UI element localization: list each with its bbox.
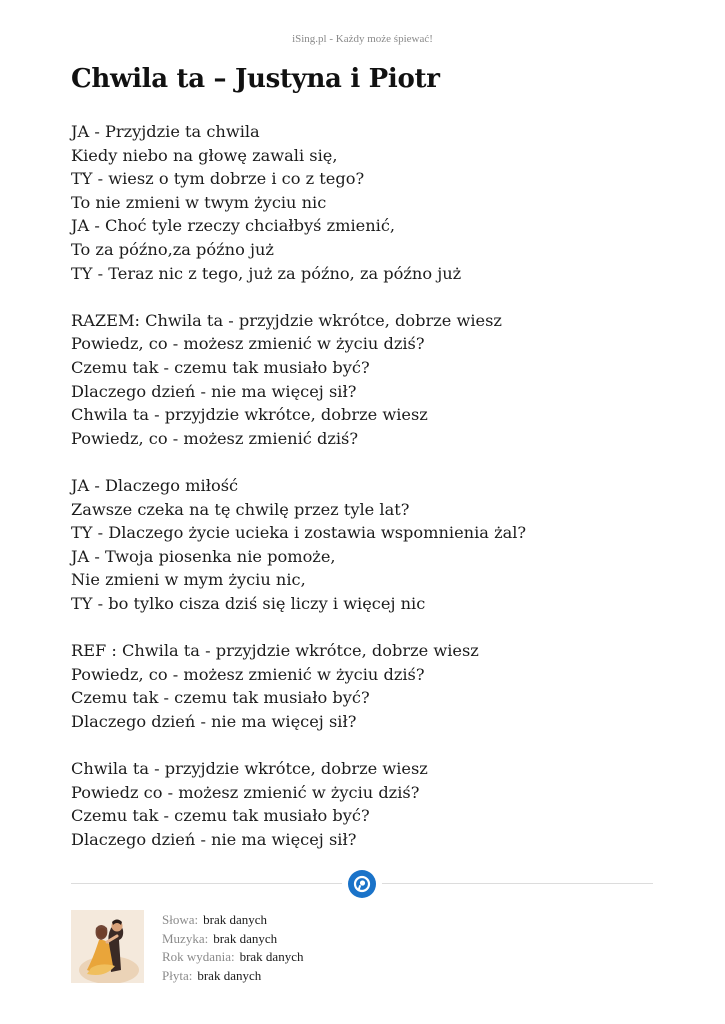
lyric-line: JA - Twoja piosenka nie pomoże, bbox=[71, 546, 336, 566]
lyric-line: TY - Teraz nic z tego, już za późno, za późno już bbox=[71, 263, 462, 283]
meta-row-music bbox=[162, 930, 303, 949]
meta-value: brak danych bbox=[197, 967, 262, 983]
lyric-line: Dlaczego dzień - nie ma więcej sił? bbox=[71, 381, 357, 401]
lyric-line: Dlaczego dzień - nie ma więcej sił? bbox=[71, 829, 357, 849]
ising-logo-icon[interactable] bbox=[348, 870, 376, 898]
lyric-line: JA - Dlaczego miłość bbox=[71, 475, 239, 495]
lyric-line: Chwila ta - przyjdzie wkrótce, dobrze wiesz bbox=[71, 759, 428, 779]
lyric-line: To nie zmieni w twym życiu nic bbox=[71, 192, 327, 212]
meta-row-lyrics bbox=[162, 911, 303, 930]
meta-row-year bbox=[162, 948, 303, 967]
meta-label: Rok wydania: bbox=[162, 949, 235, 965]
lyric-line: Zawsze czeka na tę chwilę przez tyle lat? bbox=[71, 499, 410, 519]
lyric-line: TY - Dlaczego życie ucieka i zostawia wspomnienia żal? bbox=[71, 523, 527, 543]
lyric-line: Powiedz co - możesz zmienić w życiu dziś? bbox=[71, 782, 420, 802]
lyric-line: Czemu tak - czemu tak musiało być? bbox=[71, 688, 370, 708]
lyric-line: JA - Choć tyle rzeczy chciałbyś zmienić, bbox=[71, 216, 396, 236]
lyric-line: REF : Chwila ta - przyjdzie wkrótce, dobrze wiesz bbox=[71, 641, 479, 661]
lyric-line: To za późno,za późno już bbox=[71, 239, 274, 259]
stanza bbox=[71, 120, 671, 285]
lyric-line: Powiedz, co - możesz zmienić w życiu dziś? bbox=[71, 664, 425, 684]
album-thumbnail bbox=[71, 910, 144, 983]
lyric-line: Powiedz, co - możesz zmienić w życiu dziś? bbox=[71, 334, 425, 354]
lyric-line: Czemu tak - czemu tak musiało być? bbox=[71, 806, 370, 826]
meta-value: brak danych bbox=[239, 949, 304, 965]
meta-label: Słowa: bbox=[162, 912, 199, 927]
lyric-line: Nie zmieni w mym życiu nic, bbox=[71, 570, 306, 590]
meta-row-album bbox=[162, 967, 303, 986]
stanza bbox=[71, 639, 671, 733]
stanza bbox=[71, 474, 671, 616]
song-title: Chwila ta – Justyna i Piotr bbox=[71, 64, 440, 94]
lyric-line: Dlaczego dzień - nie ma więcej sił? bbox=[71, 711, 357, 731]
stanza bbox=[71, 757, 671, 851]
lyric-line: Chwila ta - przyjdzie wkrótce, dobrze wiesz bbox=[71, 405, 428, 425]
ising-logo-icon-glyph bbox=[352, 874, 372, 894]
lyric-line: JA - Przyjdzie ta chwila bbox=[71, 122, 260, 141]
meta-value: brak danych bbox=[203, 912, 268, 927]
meta-label: Płyta: bbox=[162, 967, 193, 983]
lyric-line: RAZEM: Chwila ta - przyjdzie wkrótce, dobrze wiesz bbox=[71, 310, 502, 330]
stanza bbox=[71, 309, 671, 451]
lyric-line: Kiedy niebo na głowę zawali się, bbox=[71, 145, 338, 165]
lyric-line: Czemu tak - czemu tak musiało być? bbox=[71, 357, 370, 377]
lyrics bbox=[71, 120, 671, 875]
song-metadata bbox=[162, 911, 303, 985]
lyric-line: TY - bo tylko cisza dziś się liczy i więcej nic bbox=[71, 593, 426, 613]
meta-label: Muzyka: bbox=[162, 930, 209, 946]
lyric-line: TY - wiesz o tym dobrze i co z tego? bbox=[71, 169, 365, 189]
meta-value: brak danych bbox=[213, 930, 278, 946]
lyric-line: Powiedz, co - możesz zmienić dziś? bbox=[71, 428, 359, 448]
dancing-couple-illustration bbox=[71, 910, 144, 983]
site-header: iSing.pl - Każdy może śpiewać! bbox=[292, 33, 433, 45]
